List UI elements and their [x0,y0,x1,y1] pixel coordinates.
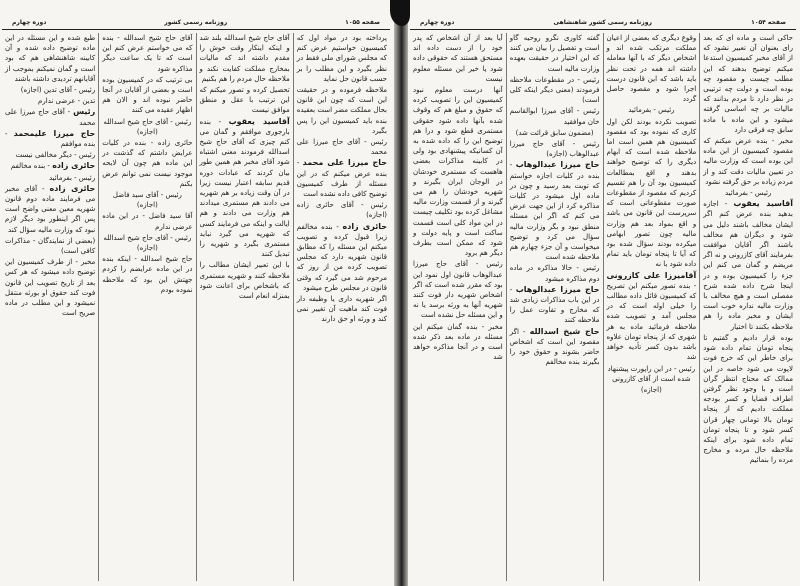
paragraph: رئیس - دیگر مخالفی نیست [15,151,96,160]
speech-text: - اجازه بدهید بنده عرض کنم اگر ایشان مخالف باشند دلیل می شود و دیگران هم مخالف باشند اگر آقایان موافقت بفرمایند آقای کازرونی و نه اگر مریضم و گمان می کنم این جزء را کمیسیون بوده و در اینجا شرح داده شده شرح مفصلی است و هیچ مخالف با وزارت مالیه نداره خوب است ایشان و مخبر ماده را هم ملاحظه بکنند تا اختیار [703,200,793,331]
speech-text: - بنده مخالفم [10,162,50,171]
paragraph: بی ترتیب که در کمیسیون بوده است و بعضی از آقایان در آنجا حاضر نبوده اند و الان هم اظهار عقیده می کنند [102,75,193,115]
paragraph: رئیس - آقای حائری زاده (اجازه) [296,201,387,220]
paragraph: طبع شده و این مسئله در این ماده توضیح داده شده و آن کابینه شاهنشاهی هم که بود است و گمان نمیکنم بموجب از آقایانهم تردیدی داشته باشند [5,34,96,83]
paragraph: رئیس - بفرمائید [48,173,96,182]
speaker-paragraph [510,327,600,368]
speaker-paragraph [510,160,600,262]
speaker-paragraph [510,285,600,326]
speaker-name: آقامیرزا علی کازرونی [606,270,697,280]
paragraph: آقا سید فاضل - در این ماده عرضی ندارم [102,212,193,231]
procedural-note: رئیس - بفرمائید [628,106,675,115]
speaker-name: آقاسید یعقوب [733,199,793,209]
paragraph: رئیس - حالا مذاکره در ماده دوم مذاکره میشود [509,264,600,283]
columns [410,33,796,581]
speaker-name: حاج میرزا علیمحمد [13,128,96,138]
speech-text: - آقای حاج میرزا علی محمد [5,108,96,127]
paragraph: رئیس - در مقطوعات ملاحظه فرمودند (معنی دیگر اینکه کلی است) [509,75,600,105]
paragraph: حائری زاده - بنده در کلیات عرایض داشتم که گذشت در این ماده هم چون آن لایحه موجود نیست نمی توانم عرض بکنم [102,139,193,188]
period-label: دوره چهارم [12,18,47,26]
speech-text: - بنده تصور میکنم این تصریح که کمیسیون قائل داده مطالب را خیلی اوله است که در مجلس آمد و تصویب شده ملاحظه فرمائید ماده به هر شهری که از پنجاه تومان علاوه باشد بدون کسر تأدیه خواهد شد [606,281,697,362]
speaker-paragraph [297,222,387,293]
speaker-name: حائری زاده [342,221,387,231]
newspaper-title: روزنامه رسمی کشور [164,18,228,26]
procedural-note: رئیس - در این راپورت پیشنهاد شده است از آقای کازرونی [607,364,696,383]
text-column [699,33,796,581]
speaker-name: حائری زاده [52,161,96,171]
paragraph: تحصیل کرده و تصور میکنم که این ترتیب با عقل و منطق موافق نیست [199,86,290,115]
speaker-name: حاج میرزا علی محمد [302,158,387,168]
paragraph: رئیس - آقای حاج میرزا علی محمد [296,138,387,157]
speaker-paragraph [5,161,95,171]
newspaper-title: روزنامه رسمی کشور شاهنشاهی [553,18,652,26]
text-column [410,33,506,581]
paragraph: آقای حاج شیخ اسدالله - بنده که می خواستم عرض کنم این است که تا یک ساعت دیگر مذاکره شود [102,34,193,73]
speech-text: - بنده عرض میکنم که در این مسئله از طرف کمیسیون توضیح کافی داده نشده است [296,159,387,199]
paragraph: تصویب نکرده بودند لکن اول کاری که نموده بود که مقصود کمیسیون هم همین است اما ملاحظه شده است که ابهام دیگری را که توضیح خواهند بدهند و اقع بمطالعات کمیسیون بود آن را هم تقسیم کردیم که مقصود از مقطوعات صورت مقطوعاتی است که سرپرست این قانون می باشد و اقع بمواد بعد هم وزارت مالیه چون تصور ابهامی میکرده بودند سؤال شده بود که آیا تا پنجاه تومان باید تمام داده شود یا نه [606,117,697,269]
paragraph: آیا بعد از آن اشخاص که پدر خود را از دست داده اند مستحق هستند که حقوقی داده شود یا خیر این مسئله معلوم نیست [413,34,503,83]
paragraph: رئیس - آقای تدین (اجازه) [20,86,96,95]
period-label: دوره چهارم [420,18,455,26]
procedural-note: رئیس - آقای سید فاضل (اجازه) [112,191,182,210]
paragraph: گفته کاوری نگرو روحیه گاو است و تفصیل را بیان می کنند که این اختیار در حقیقت بعهده وزارت مالیه است [509,34,600,73]
columns [2,33,390,581]
paragraph: اگر شهریه داری یا وظیفه دار فوت کند ماهیت آن تغییر نمی کند و ورثه او حق دارند [296,295,387,324]
speaker-name: آقاسید یعقوب [228,116,290,126]
speech-text: - اگر مقصود این است که اشخاص حاضر بشوند و حقوق خود را بگیرند بنده مخالفم [509,327,600,367]
book-fold-gutter [394,0,408,586]
speaker-name: حاج شیخ اسدالله [529,326,600,336]
speaker-name: رئیس [73,107,96,117]
text-column [293,33,390,581]
page-number: صفحه ۱۰۵۵ [345,18,380,26]
text-column [98,33,195,581]
speech-text: - بنده مخالفم زیرا قبول کرده و تصویب میکنم این مسئله را که مطابق قانون شهریه دارد که مجلس تصویب کرده من از روز که مرحوم شد می گیرد که وقتی قانون در مجلس طرح میشود [296,222,387,292]
speaker-paragraph [5,129,95,149]
speaker-paragraph [607,271,697,363]
running-header [410,6,796,30]
text-column [603,33,700,581]
procedural-note: (اجازه) [640,385,662,394]
paragraph: (بعضی از نمایندگان - مذاکرات کافی است) [5,236,96,256]
paragraph: تدین - عرضی ندارم [38,97,96,106]
paragraph: با این تعبیر ایشان مطالب را ملاحظه کنند و شهریه مستمری که باشخاص برای اعانت شود بمنزله انعام است [199,261,290,301]
speech-text: - آقای مخبر می فرمایند ماده دوم قانون شهریه معین معنی واضح است پس اگر اینطور بود دیگر لازم نبود که وزارت مالیه سؤال کند [5,184,96,234]
paragraph: مخبر - از طرف کمیسیون این توضیح داده میشود که هر کس بعد از تاریخ تصویب این قانون فوت کند حقوق او بورثه منتقل نمیشود و این مطلب در ماده صریح است [5,258,96,318]
speaker-name: حاج میرزا عبدالوهاب [515,284,600,294]
speaker-paragraph [703,199,793,332]
procedural-note: رئیس - آقای حاج شیخ اسدالله (اجازه) [103,117,192,136]
paragraph: بوده قرار دادیم و گفتیم تا پنجاه تومان تمام داده شود برای خاطر این که خرج فوت لاپوت می شود خاصه در این ممالک که محتاج انتظر گران است و با وجود نظر گرفتن اطراف قضایا و کسر بودجه مملکت دادیم که از پنجاه تومان بالا تومانی چهار قران کسر شود و تا پنجاه تومان تمام داده شود برای اینکه ملاحظه حال مرده و مخارج مرده را بنمائیم [703,333,793,465]
page-number: صفحه ۱۰۵۴ [751,18,786,26]
text-column [196,33,293,581]
procedural-note: (مضمون سابق قرائت شد) [515,128,594,137]
speaker-name: حائری زاده [49,183,96,193]
speaker-name: حاج میرزا عبدالوهاب [515,160,600,170]
paragraph: آنها درست معلوم نبود کمیسیون این را تصویب کرده که حقوق و مبلغ هم که وقوف شده بآنها داده شود حقوقی مستمری قطع شود و درا هم توضیح این را که داده شده به آن کسانیکه پیشنهادی بود ولی در کابینه مذاکرات بعضی هاهست که مستمری خودشان در الوجان ایران بگیرند و شهریه خودشان را هم می گیرند و از قسمت وزارت مالیه مشاغل کرده بود تکلیف چیست در این مواد کلی است قسمت ساکت است و پایه دولت و شود که ممکن است بطرف دیگر هم برود [413,86,503,258]
speaker-paragraph [5,107,95,127]
speaker-paragraph [297,158,387,199]
speaker-paragraph [5,184,95,235]
speech-text: - بنده موافقم [5,129,96,149]
paragraph: رئیس - آقای حاج میرزا عبدالوهاب (اجازه) [509,140,600,159]
paragraph: حاکی است و ماده ای که بعد رای بعنوان آن تعبیر نشود که از آقای مخبر کمیسیون استدعا میکنم توضیح بدهند که این مطلب چیست و مقصود چه بوده است و دولت چه ترتیبی در نظر دارد تا مردم بدانند که مالیات بر چه اساسی گرفته میشود و این ماده با ماده سابق چه فرقی دارد [703,34,793,134]
text-column [506,33,603,581]
speech-text: - در این باب مذاکرات زیادی شد که مخارج و تفاوت عمل را ملاحظه کنند [509,285,600,325]
speaker-paragraph [200,117,290,260]
paragraph: حاج شیخ اسدالله - اینکه بنده در این ماده عرایضم را کردم جهتش این بود که ملاحظه نموده بودم [102,255,193,294]
paragraph: مخبر - بنده گمان میکنم این مسئله در ماده بعد ذکر شده است و در آنجا مذاکره خواهد شد [413,322,503,362]
paragraph: رئیس - آقای میرزا ابوالقاسم خان موافقید [509,107,600,126]
speech-text: - بنده بارجوری موافقم و گمان می کنم چیزی که آقای حاج شیخ اسدالله فرمودند معنی اشتباه شود آقای مخبر هم همین طور بیان کردند که عبادات دوره قدیم سابقه اعتبار نیست زیرا در آن وقت زیاده بر هم شهریه می دادند هم مستمری میدادند هم وزارت می دادند و هم ایالت و اینکه می فرمایند کسی که شهریه می گیرد نباید مستمری بگیرد و شهریه را تبدیل کنند [199,117,290,259]
page-right [400,0,800,586]
text-column [2,33,98,581]
paragraph: رئیس - آقای حاج میرزا عبدالوهاب قانون اول نمود این بود که مقرر شده است که اگر اشخاص شهریه دار فوت کنند شهریه آنها به ورثه برسد یا نه و این مسئله حل نشده است [413,260,503,320]
paragraph: پرداخته بود در مواد اول که کمیسیون خواستیم عرض کنم که مجلس شورای ملی فقط در نظر بگیرد و این مطلب را بر حسب قانون حل نماید [296,34,387,83]
procedural-note: رئیس - آقای حاج شیخ اسدالله (اجازه) [103,233,192,253]
paragraph: ملاحظه فرموده و در حقیقت این است که چون این قانون بحال مملکت مضر است بعقیده بنده باید کمیسیون این را پس بگیرد [296,86,387,135]
paragraph: وقوع دیگری که بعضی از اعیان مملکت مرتکب شده اند و اشخاص دیگر که با آنها معامله داشته اند همه در تحت نظر باید باشد که این قانون درست اجرا شود و مقصود حاصل گردد [606,34,697,104]
speech-text: - بنده در کلیات اجازه خواستم که توبت بعد رسید و چون در ماده اول میشود در کلیات مذاکره کرد از این جهت عرض می کنم که اگر این مسئله منطق نبود و بگر وزارت مالیه سؤال می کرد و توضیح میخواست و آن جزء چهارم هم ملاحظه شده است [509,161,600,262]
procedural-note: رئیس - بفرمائید [724,189,772,198]
paragraph: آقای حاج شیخ اسدالله بلند شد و اینکه اینکار وقت خوش را مقدم داشته اند که مالیات بمخارج مملکت کفایت نکند و ملاحظه حال مردم را هم بکنیم [199,34,290,83]
running-header [2,6,390,30]
paragraph: مخبر - بنده عرض میکنم که مقصود کمیسیون از این ماده این بوده است که وزارت مالیه در تعیین مالیات دقت کند و از مردم زیاده بر حق گرفته نشود [703,137,793,186]
